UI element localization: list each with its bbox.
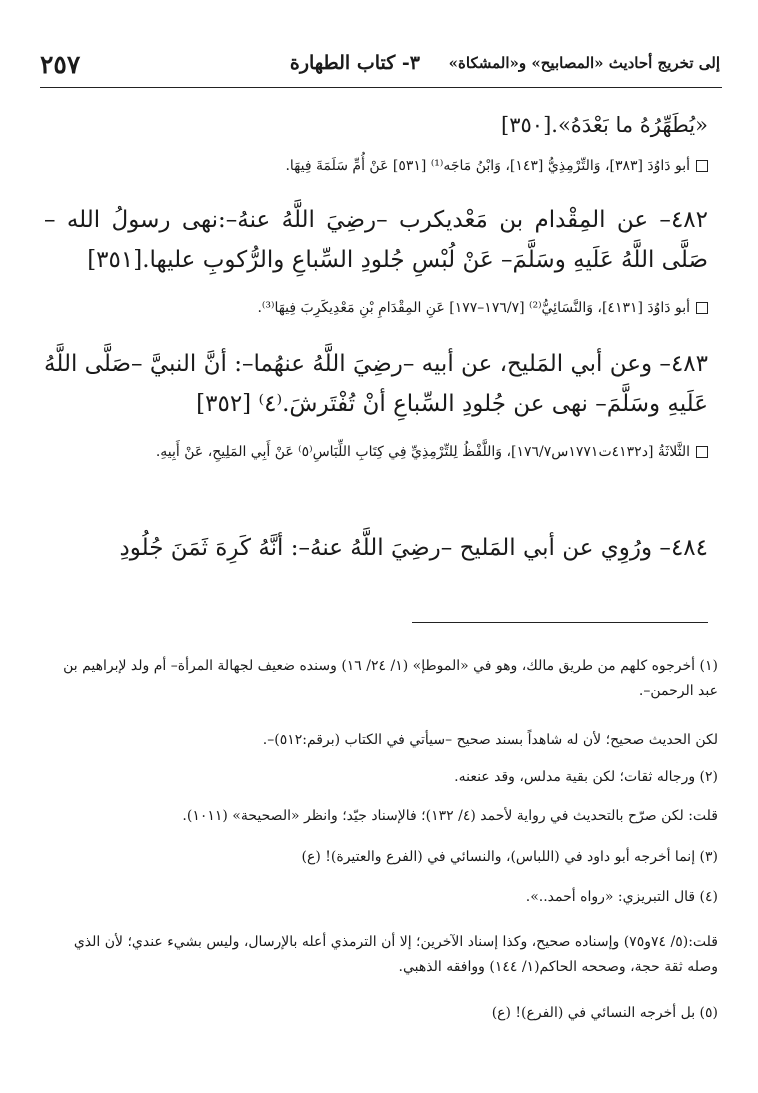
takhrij-352	[44, 438, 708, 466]
page-number: ٢٥٧	[40, 50, 81, 79]
hadith-484: ٤٨٤– ورُوِي عن أبي المَليح –رضِيَ اللَّهُ عنهُ–: أنَّهُ كَرِهَ ثَمَنَ جُلُودِ	[119, 535, 708, 561]
book-title: إلى تخريج أحاديث «المصابيح» و«المشكاة»	[448, 54, 720, 72]
footnote-5: (٥) بل أخرجه النسائي في (الفرع)! (ع)	[491, 1005, 718, 1021]
takhrij-text: أبو دَاوُدَ [٣٨٣]، وَالتِّرْمِذِيُّ [١٤٣]، وَابْنُ مَاجَه⁽¹⁾ [٥٣١] عَنْ أُمِّ سَلَمَةَ فِيهَا.	[285, 158, 690, 174]
footnote-1: (١) أخرجوه كلهم من طريق مالك، وهو في «الموطإ» (١/ ٢٤/ ١٦) وسنده ضعيف لجهالة المرأة– أم ولد لإبراهيم بن عبد الرحمن–.	[63, 658, 718, 699]
takhrij-text: الثَّلاثَةُ [د٤١٣٢ت١٧٧١س١٧٦/٧]، وَاللَّفْظُ لِلتِّرْمِذِيِّ فِي كِتَابِ اللِّبَاسِ⁽٥⁾ عَنْ أَبِي المَلِيحِ، عَنْ أَبِيهِ.	[155, 444, 690, 460]
takhrij-351	[44, 294, 708, 322]
footnote-3: (٣) إنما أخرجه أبو داود في (اللباس)، والنسائي في (الفرع والعتيرة)! (ع)	[301, 849, 718, 865]
takhrij-text: أبو دَاوُدَ [٤١٣١]، وَالنَّسَائِيُّ⁽²⁾ [١٧٦/٧–١٧٧] عَنِ المِقْدَامِ بْنِ مَعْدِيكَرِبَ فِيهَا⁽³⁾.	[257, 300, 690, 316]
footnote-divider	[412, 622, 708, 623]
hadith-482: ٤٨٢– عن المِقْدام بن مَعْديكرب –رضِيَ اللَّهُ عنهُ–:نهى رسولُ الله –صَلَّى اللَّهُ عَلَيهِ وسَلَّمَ– عَنْ لُبْسِ جُلودِ السِّباعِ والرُّكوبِ عليها.[٣٥١]	[44, 207, 708, 273]
footnote-4: (٤) قال التبريزي: «رواه أحمد..».	[525, 889, 718, 905]
footnote-4-note: قلت:(٥/ ٧٤و٧٥) وإسناده صحيح، وكذا إسناد الآخرين؛ إلا أن الترمذي أعله بالإرسال، وليس بشيء عندي؛ لأن الذي وصله ثقة حجة، وصححه الحاكم(١/ ١٤٤) ووافقه الذهبي.	[73, 934, 718, 975]
hadith-continuation: «يُطَهِّرُهُ ما بَعْدَهُ».[٣٥٠]	[501, 113, 708, 137]
footnote-2-note: قلت: لكن صرّح بالتحديث في رواية لأحمد (٤/ ١٣٢)؛ فالإسناد جيّد؛ وانظر «الصحيحة» (١٠١١).	[182, 808, 718, 824]
header-divider	[40, 87, 722, 88]
square-marker-icon	[696, 302, 708, 314]
running-header	[40, 46, 720, 90]
square-marker-icon	[696, 160, 708, 172]
hadith-483: ٤٨٣– وعن أبي المَليح، عن أبيه –رضِيَ اللَّهُ عنهُما–: أنَّ النبيَّ –صَلَّى اللَّهُ عَلَيهِ وسَلَّمَ– نهى عن جُلودِ السِّباعِ أنْ تُفْتَرشَ.⁽٤⁾ [٣٥٢]	[44, 351, 708, 417]
takhrij-350	[44, 152, 708, 180]
footnote-2: (٢) ورجاله ثقات؛ لكن بقية مدلس، وقد عنعنه.	[454, 769, 718, 785]
square-marker-icon	[696, 446, 708, 458]
footnote-1-note: لكن الحديث صحيح؛ لأن له شاهداً بسند صحيح –سيأتي في الكتاب (برقم:٥١٢)–.	[262, 732, 718, 748]
chapter-title: ٣- كتاب الطهارة	[289, 52, 420, 74]
